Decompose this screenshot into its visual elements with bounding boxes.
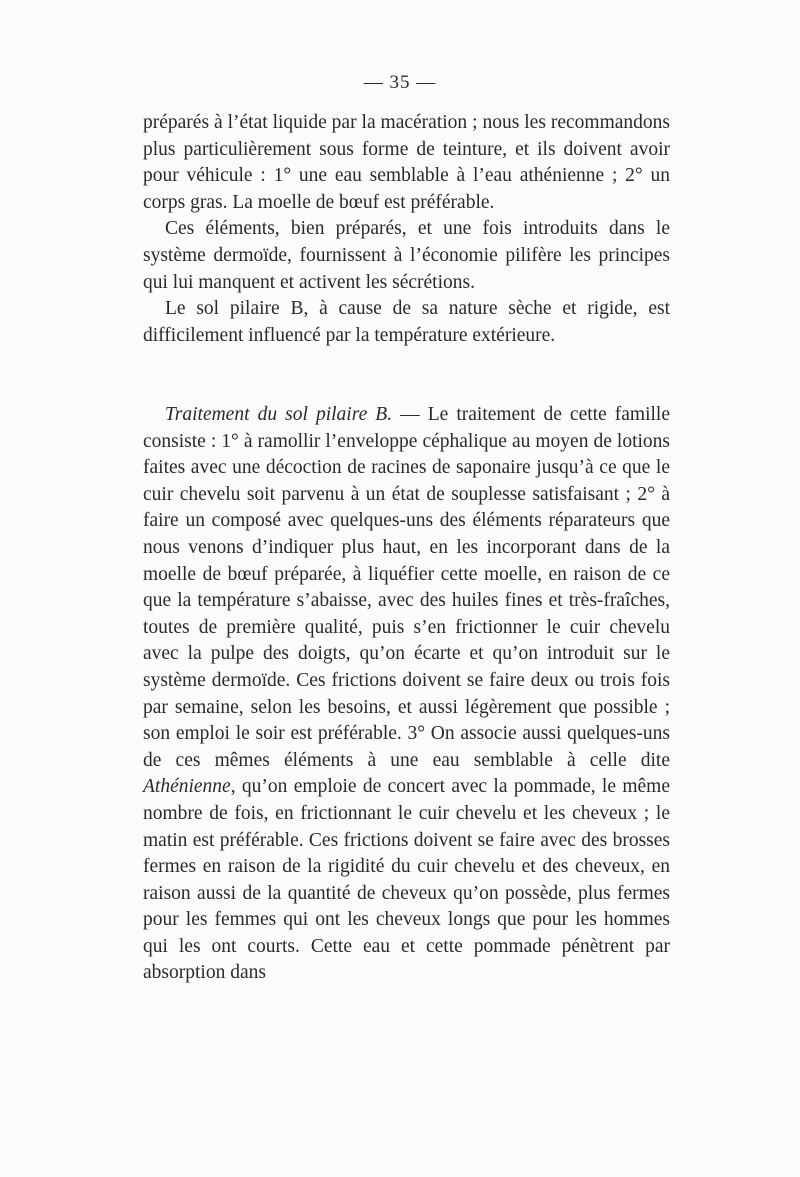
paragraph-sol-pilaire: Le sol pilaire B, à cause de sa nature sèche et rigide, est difficilement influencé par la température extérieure. <box>143 298 670 346</box>
paragraph-elements: Ces éléments, bien préparés, et une fois introduits dans le système dermoïde, fournissent à l’économie pilifère les principes qui lui manquent et activent les sécrétions. <box>143 218 670 293</box>
paragraph-treatment <box>143 402 670 987</box>
treatment-body: — Le traitement de cette famille consiste : 1° à ramollir l’enveloppe céphalique au moyen de lotions faites avec une décoction de racines de saponaire jusqu’à ce que le cuir chevelu soit parvenu à un état de souplesse satisfaisant ; 2° à faire un composé avec quelques-uns des éléments réparateurs que nous venons d’indiquer plus haut, en les incorporant dans de la moelle de bœuf préparée, à liquéfier cette moelle, en raison de ce que la température s’abaisse, avec des huiles fines et très-fraîches, toutes de première qualité, puis s’en frictionner le cuir chevelu avec la pulpe des doigts, qu’on écarte et qu’on introduit sur le système dermoïde. Ces frictions doivent se faire deux ou trois fois par semaine, selon les besoins, et aussi légèrement que possible ; son emploi le soir est préférable. 3° On associe aussi quelques-uns de ces mêmes éléments à une eau semblable à celle dite <box>143 404 670 771</box>
text-block-treatment <box>143 402 670 987</box>
text-block-upper <box>143 110 670 349</box>
paragraph-preparation: préparés à l’état liquide par la macération ; nous les recommandons plus particulièrement sous forme de teinture, et ils doivent avoir pour véhicule : 1° une eau semblable à l’eau athénienne ; 2° un corps gras. La moelle de bœuf est préférable. <box>143 112 670 213</box>
athenienne-term: Athénienne <box>143 776 231 798</box>
page-number: — 35 — <box>363 72 437 93</box>
treatment-body-continued: , qu’on emploie de concert avec la pommade, le même nombre de fois, en frictionnant le cuir chevelu et les cheveux ; le matin est préférable. Ces frictions doivent se faire avec des brosses fermes en raison de la rigidité du cuir chevelu et des cheveux, en raison aussi de la quantité de cheveux qu’on possède, plus fermes pour les femmes qui ont les cheveux longs que pour les hommes qui les ont courts. Cette eau et cette pommade pénètrent par absorption dans <box>143 776 670 984</box>
section-heading: Traitement du sol pilaire B. <box>165 404 393 425</box>
